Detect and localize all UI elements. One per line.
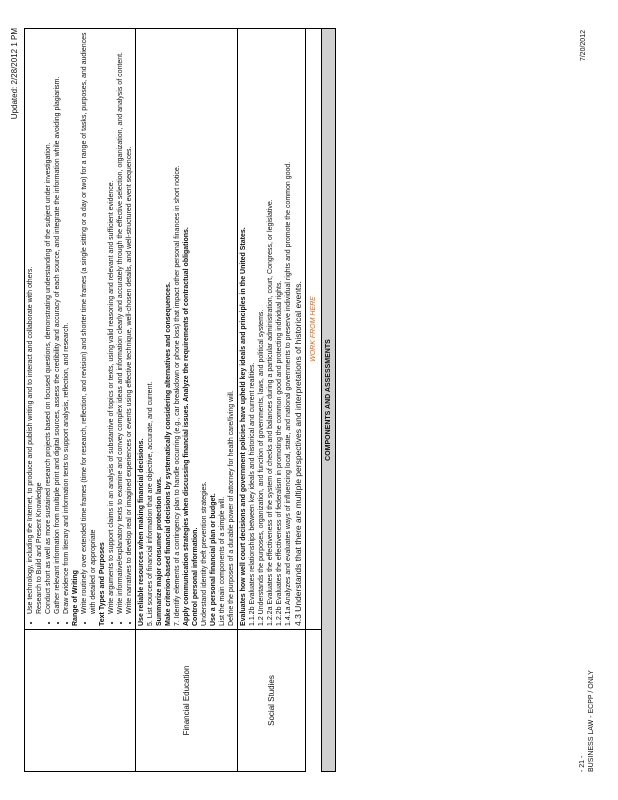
financial-row [136, 29, 238, 772]
text-line: Summarize major consumer protection laws. [156, 477, 163, 626]
text-line: 1.2.2b Evaluates the effectiveness of federalism in promoting the common good and protecting individual rights. [276, 280, 283, 626]
text-line: 7. Identify elements of a contingency plan to handle occurring (e.g., car breakdown or phone loss) that impact other personal finances in short notice. [174, 165, 181, 626]
types-heading: Text Types and Purposes [99, 542, 106, 626]
writing-row [25, 29, 136, 772]
social-content-cell [238, 29, 306, 630]
text-line: List the main components of a simple will. [219, 496, 226, 626]
list-item: • Write arguments to support claims in an analysis of substantive of topics or texts, using valid reasoning and relevant and sufficient evidence. [107, 32, 116, 614]
components-header: COMPONENTS AND ASSESSMENTS [322, 29, 336, 772]
list-item: • Gather relevant information from multiple print and digital sources, assess the credibility and accuracy of each source, and integrate the information while avoiding plagiarism. [53, 32, 62, 614]
writing-content-cell [25, 29, 136, 630]
list-item: • Write routinely over extended time frames (time for research, reflection, and revision) and shorter time frames (a single sitting or a day or two) for a range of tasks, purposes, and audiences with detailed or appropriate [80, 32, 98, 614]
social-lines [239, 32, 304, 626]
footer-date: 7/20/2012 [580, 30, 587, 62]
updated-stamp: Updated: 2/28/2012 1 PM [10, 28, 19, 120]
text-line: Evaluates how well court decisions and government policies have upheld key ideals and principles in the United States. [240, 227, 247, 626]
text-line: Define the purposes of a durable power of attorney for health care/living will. [228, 390, 235, 626]
writing-label-cell [25, 630, 136, 772]
types-list [107, 32, 134, 626]
financial-content-cell [136, 29, 238, 630]
list-item: Research to Build and Present Knowledge [36, 482, 43, 614]
text-line: Understand identity theft prevention strategies. [201, 481, 208, 626]
work-row [306, 29, 322, 772]
text-line: Apply communication strategies when discussing financial issues. Analyze the requirements of contractual obligations. [183, 227, 190, 626]
writing-top-list [26, 32, 71, 626]
text-line: 1.2 Understands the purposes, organization, and function of governments, laws, and political systems. [258, 309, 265, 626]
list-item: • Conduct short as well as more sustained research projects based on focused questions, demonstrating understanding of the subject under investigation. [44, 32, 53, 614]
list-item: • Write narratives to develop real or imagined experiences or events using effective technique, well-chosen details, and well-structured event sequences. [125, 32, 134, 614]
text-line: 1.1.2b Evaluates relationships between key ideals and historical and current realities. [249, 362, 256, 626]
list-item: • Write informative/explanatory texts to examine and convey complex ideas and information clearly and accurately through the effective selection, organization, and analysis of content. [116, 32, 125, 614]
work-empty-cell [306, 630, 322, 772]
range-list [80, 32, 98, 626]
document-name: BUSINESS LAW - ECPP / ONLY [588, 670, 595, 772]
text-line: Make criterion-based financial decisions by systematically considering alternatives and consequences. [165, 282, 172, 626]
text-line: Control personal information. [192, 527, 199, 626]
social-label: Social Studies [238, 630, 306, 772]
standards-table [24, 28, 336, 772]
list-item: • Use technology, including the Internet, to produce and publish writing and to interact and collaborate with others. [26, 32, 35, 614]
text-line: Use reliable resources when making financial decisions. [138, 438, 145, 626]
text-line: 1.4.1a Analyzes and evaluates ways of influencing local, state, and national governments to preserve individual rights and promote the common good. [285, 161, 292, 626]
work-from-here: WORK FROM HERE [306, 29, 322, 630]
range-heading: Range of Writing [72, 570, 79, 626]
footer-left [578, 670, 596, 772]
text-line: 1.2.2a Evaluates the effectiveness of the system of checks and balances during a particular administration, court, Congress, or legislative. [267, 199, 274, 626]
list-item: • Draw evidence from literary and information texts to support analysis, reflection, and research. [62, 32, 71, 614]
components-row [322, 29, 336, 772]
financial-lines [137, 32, 236, 626]
text-line: 5. List sources of financial information that are objective, accurate, and current. [147, 381, 154, 626]
page-number: - 21 - [579, 755, 586, 772]
text-line: Use a personal financial plan or budget. [210, 493, 217, 626]
text-line: 4.3 Understands that there are multiple perspectives and interpretations of historical events. [293, 281, 303, 626]
financial-label: Financial Education [136, 630, 238, 772]
social-row [238, 29, 306, 772]
